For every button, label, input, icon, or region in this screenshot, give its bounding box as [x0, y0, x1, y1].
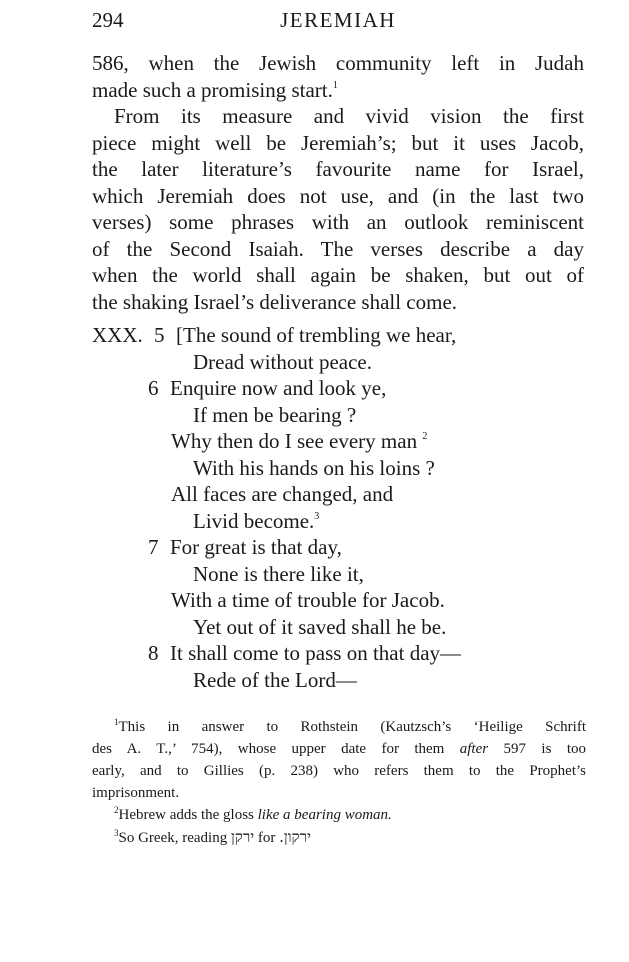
running-header — [92, 8, 584, 34]
verse-line: Dread without peace. — [193, 349, 373, 374]
verse-line — [92, 534, 584, 561]
verse-number: 8 — [148, 641, 159, 665]
footnote-line — [92, 804, 586, 826]
verse-line — [92, 322, 584, 349]
verse-text: Livid become. — [193, 508, 315, 533]
footnote-text: So Greek, reading — [118, 830, 228, 846]
verse-number: 5 — [154, 323, 165, 347]
verse-number: 6 — [148, 376, 159, 400]
verse-line: All faces are changed, and — [171, 482, 394, 506]
verse-line: None is there like it, — [193, 561, 364, 586]
footnote-text: for — [257, 830, 276, 846]
text-line — [92, 77, 584, 104]
verse-line: Yet out of it saved shall he be. — [193, 614, 447, 639]
verse-line — [92, 375, 584, 402]
footnote-ref: 1 — [332, 79, 338, 91]
verse-text: [The sound of trembling we hear, — [176, 323, 457, 347]
text-line: 586, when the Jewish community left in Judah — [92, 51, 584, 75]
footnote-text: des A. T.,’ 754), whose upper date for them — [92, 741, 445, 757]
chapter-number: XXX. — [92, 323, 143, 347]
footnote-line: imprisonment. — [92, 785, 180, 801]
running-title: JEREMIAH — [280, 8, 396, 32]
text-line: which Jeremiah does not use, and (in the last two — [92, 183, 584, 208]
footnote-ref: 2 — [422, 431, 428, 442]
footnote-line: early, and to Gillies (p. 238) who refers them to the Prophet’s — [92, 763, 586, 779]
verse-text: Enquire now and look ye, — [170, 376, 387, 400]
text-line: piece might well be Jeremiah’s; but it uses Jacob, — [92, 130, 584, 155]
text-line-content: made such a promising start. — [92, 77, 333, 102]
text-line: verses) some phrases with an outlook reminiscent — [92, 210, 584, 234]
text-line: the shaking Israel’s deliverance shall come. — [92, 289, 458, 314]
text-line: From its measure and vivid vision the first — [114, 104, 584, 128]
footnote-line — [92, 716, 586, 738]
footnote-italic: like a bearing woman. — [257, 807, 392, 823]
verse-line — [92, 508, 584, 535]
footnote-text: 597 is too — [503, 741, 586, 757]
verse-text: Why then do I see every man — [171, 429, 418, 453]
footnote-line — [92, 826, 586, 849]
verse-line: With his hands on his loins ? — [193, 455, 435, 480]
footnote-mark: 1 — [114, 717, 119, 727]
text-line: of the Second Isaiah. The verses describe a day — [92, 236, 584, 261]
footnote-ref: 3 — [314, 510, 320, 522]
verse-line — [92, 640, 584, 667]
footnote-mark: 2 — [114, 805, 119, 815]
footnote-mark: 3 — [114, 828, 119, 838]
footnotes — [92, 716, 586, 849]
poem-verses — [92, 322, 584, 693]
verse-line: With a time of trouble for Jacob. — [171, 588, 445, 612]
text-line: when the world shall again be shaken, but out of — [92, 263, 584, 287]
verse-text: For great is that day, — [170, 535, 342, 559]
verse-line: Rede of the Lord— — [193, 667, 357, 692]
footnote-italic: after — [459, 741, 489, 757]
footnote-line — [92, 738, 586, 760]
footnote-text: This in answer to Rothstein (Kautzsch’s ‘Heilige Schrift — [118, 719, 586, 735]
body-text — [92, 50, 584, 315]
hebrew-word: ירקון. — [279, 828, 311, 846]
verse-text: It shall come to pass on that day— — [170, 641, 462, 665]
verse-number: 7 — [148, 535, 159, 559]
verse-line: If men be bearing ? — [193, 402, 357, 427]
hebrew-word: ירקן — [230, 828, 255, 846]
verse-line — [92, 428, 584, 455]
footnote-text: Hebrew adds the gloss — [118, 807, 254, 823]
page-number: 294 — [92, 8, 124, 32]
text-line: the later literature’s favourite name for Israel, — [92, 157, 584, 181]
